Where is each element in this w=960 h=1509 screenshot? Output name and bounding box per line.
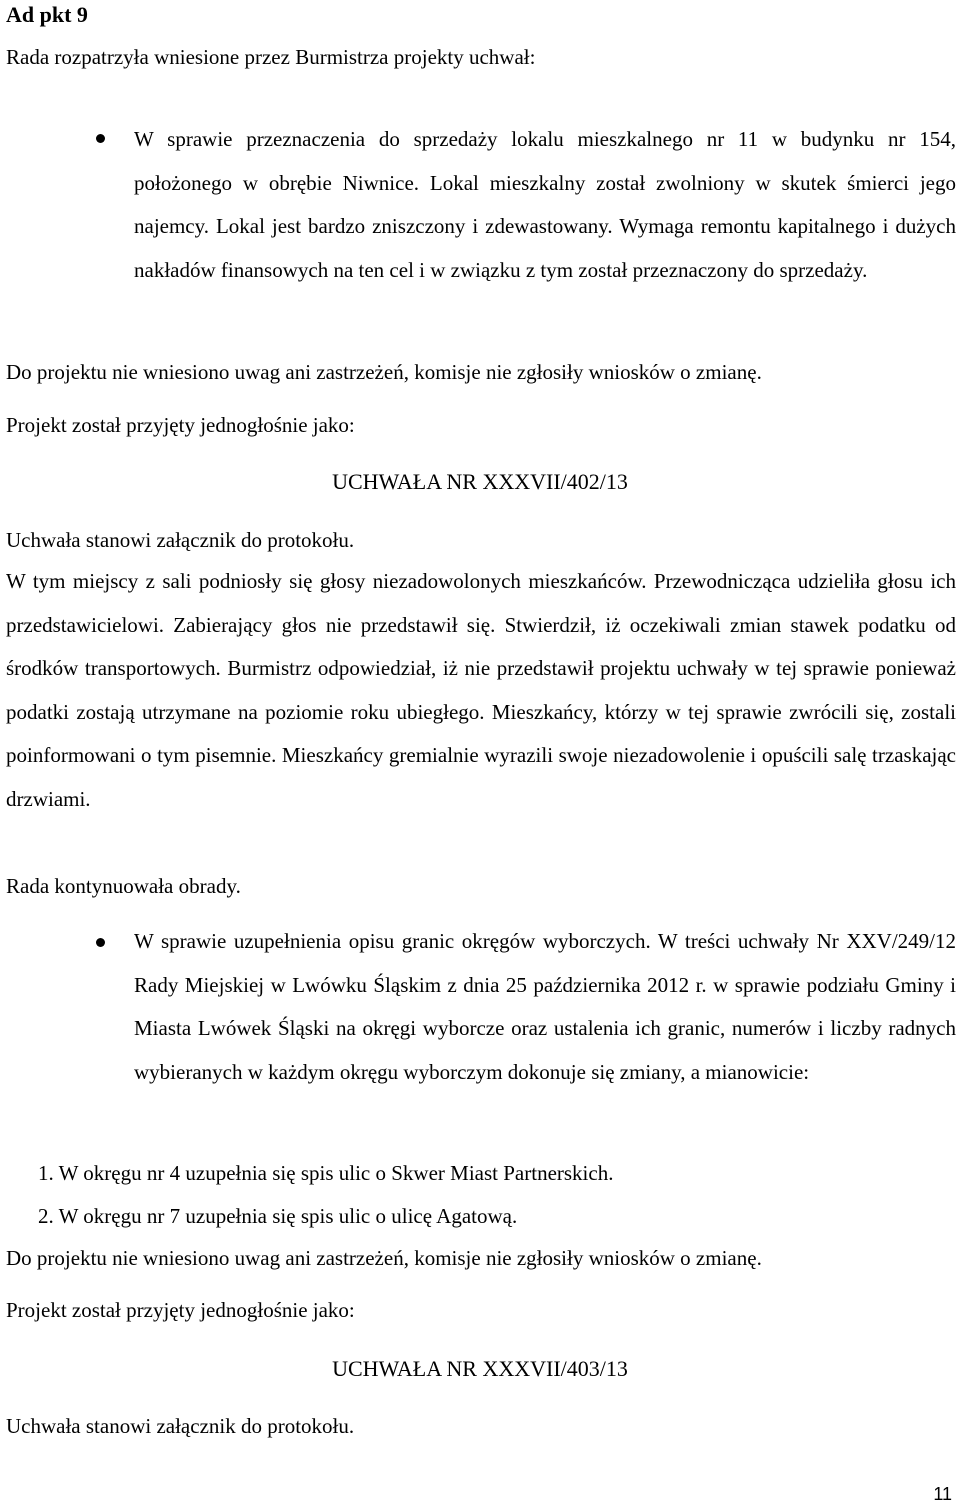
adopted-text: Projekt został przyjęty jednogłośnie jako: [6,413,355,437]
discussion-paragraph: W tym miejscy z sali podniosły się głosy niezadowolonych mieszkańców. Przewodnicząca udzieliła głosu ich przedstawicielowi. Zabierający głos nie przedstawił się. Stwierdził, iż oczekiwali zmian stawek podatku od środków transportowych. Burmistrz odpowiedział, iż nie przedstawił projektu uchwały w tej sprawie ponieważ podatki zostają utrzymane na poziomie roku ubiegłego. Mieszkańcy, którzy w tej sprawie zwrócili się, zostali poinformowani o tym pisemnie. Mieszkańcy gremialnie wyrazili swoje niezadowolenie i opuścili salę trzaskając drzwiami. [6,569,956,811]
adopted-text: Projekt został przyjęty jednogłośnie jako: [6,1298,355,1322]
list-item: 2. W okręgu nr 7 uzupełnia się spis ulic o ulicę Agatową. [38,1204,518,1228]
continued-text: Rada kontynuowała obrady. [6,874,241,898]
bullet-item-sale: W sprawie przeznaczenia do sprzedaży lokalu mieszkalnego nr 11 w budynku nr 154, położonego w obrębie Niwnice. Lokal mieszkalny został zwolniony w skutek śmierci jego najemcy. Lokal jest bardzo zniszczony i zdewastowany. Wymaga remontu kapitalnego i dużych nakładów finansowych na ten cel i w związku z tym został przeznaczony do sprzedaży. [134,127,956,282]
list-item: 1. W okręgu nr 4 uzupełnia się spis ulic o Skwer Miast Partnerskich. [38,1161,614,1185]
no-objections-text: Do projektu nie wniesiono uwag ani zastrzeżeń, komisje nie zgłosiły wniosków o zmianę. [6,1246,762,1270]
resolution-title: UCHWAŁA NR XXXVII/402/13 [332,469,628,494]
intro-text: Rada rozpatrzyła wniesione przez Burmistrza projekty uchwał: [6,45,536,69]
no-objections-text: Do projektu nie wniesiono uwag ani zastrzeżeń, komisje nie zgłosiły wniosków o zmianę. [6,360,762,384]
attachment-text: Uchwała stanowi załącznik do protokołu. [6,528,355,552]
bullet-item-districts: W sprawie uzupełnienia opisu granic okręgów wyborczych. W treści uchwały Nr XXV/249/12 Rady Miejskiej w Lwówku Śląskim z dnia 25 października 2012 r. w sprawie podziału Gminy i Miasta Lwówek Śląski na okręgi wyborcze oraz ustalenia ich granic, numerów i liczby radnych wybieranych w każdym okręgu wyborczym dokonuje się zmiany, a mianowicie: [134,929,956,1084]
page-number: 11 [933,1484,952,1504]
resolution-title: UCHWAŁA NR XXXVII/403/13 [332,1356,628,1381]
bullet-dot-icon [96,938,105,947]
section-heading: Ad pkt 9 [6,2,88,27]
attachment-text: Uchwała stanowi załącznik do protokołu. [6,1414,355,1438]
bullet-dot-icon [96,134,105,143]
